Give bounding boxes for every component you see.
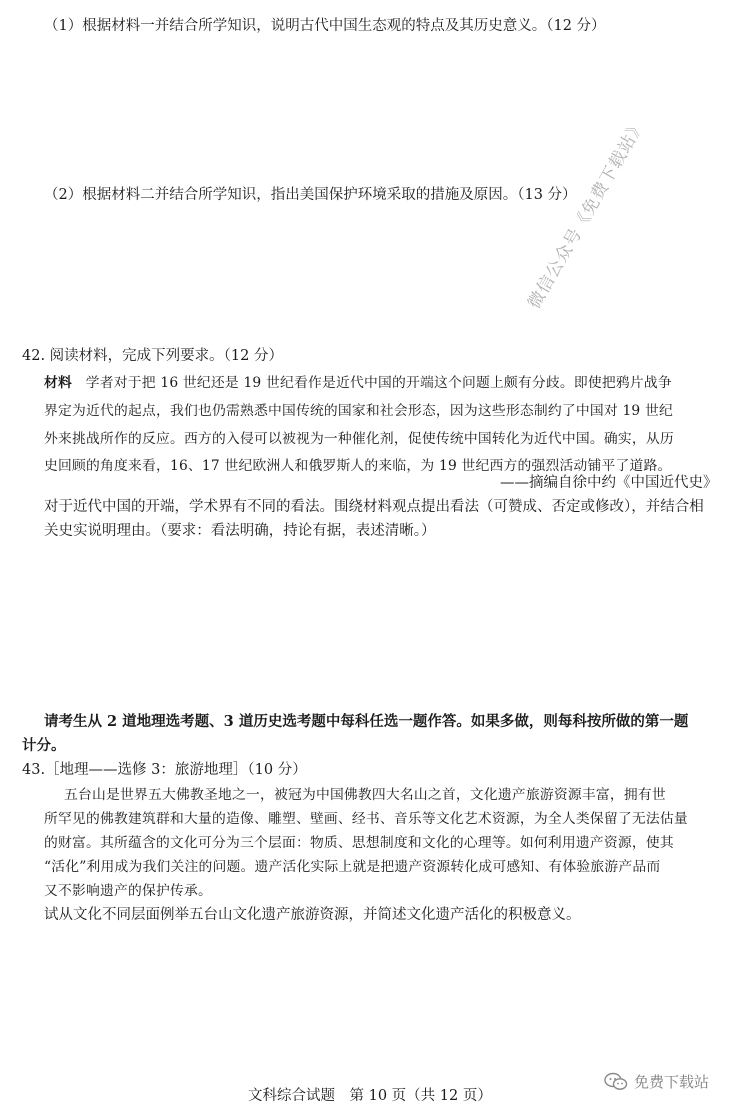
page-footer: 文科综合试题 第 10 页（共 12 页） — [248, 1088, 492, 1104]
q43-task: 试从文化不同层面例举五台山文化遗产旅游资源，并简述文化遗产活化的积极意义。 — [44, 907, 581, 923]
q41-part1: （1）根据材料一并结合所学知识，说明古代中国生态观的特点及其历史意义。（12 分） — [44, 18, 606, 34]
q43-material-line-4: “活化”利用成为我们关注的问题。遗产活化实际上就是把遗产资源转化成可感知、有体验旅游产品而 — [44, 859, 661, 875]
q42-material-line-1 — [44, 373, 672, 393]
q43-header: 43.［地理——选修 3：旅游地理］（10 分） — [22, 762, 307, 778]
q42-task-line-1: 对于近代中国的开端，学术界有不同的看法。围绕材料观点提出看法（可赞成、否定或修改），并结合相 — [44, 499, 704, 515]
material-text: 学者对于把 16 世纪还是 19 世纪看作是近代中国的开端这个问题上颇有分歧。即使把鸦片战争 — [85, 375, 672, 391]
watermark-text: 微信公众号《免费下载站》 — [524, 115, 650, 313]
q42-material-line-4: 史回顾的角度来看，16、17 世纪欧洲人和俄罗斯人的来临，为 19 世纪西方的强烈活动铺平了道路。 — [44, 458, 672, 474]
footer-logo-text: 免费下载站 — [634, 1073, 710, 1091]
q42-task-line-2: 关史实说明理由。（要求：看法明确，持论有据，表述清晰。） — [44, 523, 436, 539]
q43-material-line-3: 的财富。其所蕴含的文化可分为三个层面：物质、思想制度和文化的心理等。如何利用遗产资源，使其 — [44, 835, 674, 851]
footer-logo — [604, 1071, 709, 1092]
q43-material-line-1: 五台山是世界五大佛教圣地之一，被冠为中国佛教四大名山之首，文化遗产旅游资源丰富，拥有世 — [64, 787, 666, 803]
q42-header: 42. 阅读材料，完成下列要求。（12 分） — [22, 348, 283, 364]
q42-material-line-2: 界定为近代的起点，我们也仍需熟悉中国传统的国家和社会形态，因为这些形态制约了中国对 19 世纪 — [44, 403, 673, 419]
elective-notice-line-1: 请考生从 2 道地理选考题、3 道历史选考题中每科任选一题作答。如果多做，则每科按所做的第一题 — [44, 713, 689, 730]
q43-material-line-2: 所罕见的佛教建筑群和大量的造像、雕塑、壁画、经书、音乐等文化艺术资源，为全人类保留了无法估量 — [44, 811, 688, 827]
q42-material-line-3: 外来挑战所作的反应。西方的入侵可以被视为一种催化剂，促使传统中国转化为近代中国。确实，从历 — [44, 431, 674, 447]
elective-notice-line-2: 计分。 — [22, 737, 66, 754]
material-label: 材料 — [44, 375, 72, 391]
wechat-icon — [604, 1072, 628, 1092]
q41-part2: （2）根据材料二并结合所学知识，指出美国保护环境采取的措施及原因。（13 分） — [44, 187, 577, 203]
q43-material-line-5: 又不影响遗产的保护传承。 — [44, 883, 212, 899]
q42-source: ——摘编自徐中约《中国近代史》 — [500, 475, 718, 491]
